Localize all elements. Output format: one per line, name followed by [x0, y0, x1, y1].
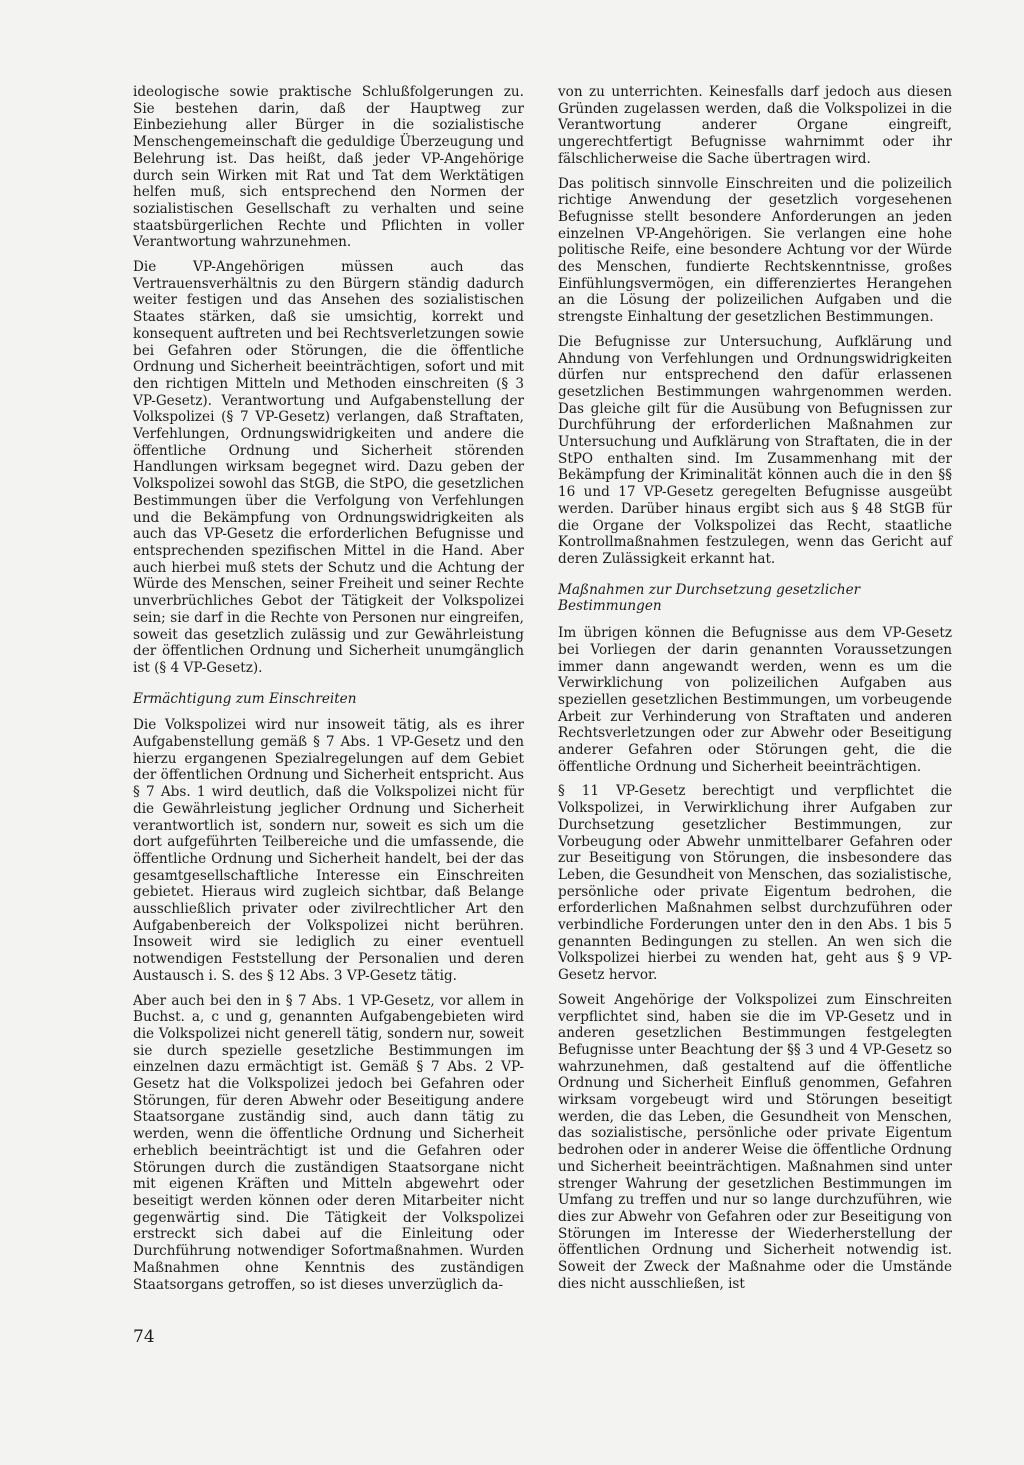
page-number: 74	[133, 1327, 155, 1347]
paragraph: Die Volkspolizei wird nur insoweit tätig, als es ihrer Aufgabenstellung gemäß § 7 Abs. 1 VP-Gesetz und den hierzu ergangenen Spezialregelungen auf dem Gebiet der öffentlichen Ordnung und Sicherheit entspricht. Aus § 7 Abs. 1 wird deutlich, daß die Volkspolizei nicht für die Gewährleistung jeglicher Ordnung und Sicherheit verantwortlich ist, sondern nur, soweit es sich um die dort aufgeführten Teilbereiche und die umfassende, die öffentliche Ordnung und Sicherheit handelt, bei der das gesamtgesellschaftliche Interesse ein Einschreiten gebietet. Hieraus wird zugleich sichtbar, daß Belange ausschließlich privater oder zivilrechtlicher Art den Aufgabenbereich der Volkspolizei nicht berühren. Insoweit wird sie lediglich zu einer eventuell notwendigen Feststellung der Personalien und deren Austausch i. S. des § 12 Abs. 3 VP-Gesetz tätig.	[133, 717, 524, 984]
paragraph: § 11 VP-Gesetz berechtigt und verpflichtet die Volkspolizei, in Verwirklichung ihrer Aufgaben zur Durchsetzung gesetzlicher Bestimmungen, zur Vorbeugung oder Abwehr unmittelbarer Gefahren oder zur Beseitigung von Störungen, die insbesondere das Leben, die Gesundheit von Menschen, das sozialistische, persönliche oder private Eigentum bedrohen, die erforderlichen Maßnahmen selbst durchzuführen oder verbindliche Forderungen unter den in den Abs. 1 bis 5 genannten Bedingungen zu stellen. An wen sich die Volkspolizei hierbei zu wenden hat, geht aus § 9 VP-Gesetz hervor.	[558, 783, 952, 984]
section-heading: Maßnahmen zur Durchsetzung gesetzlicher Bestimmungen	[558, 581, 861, 615]
section-heading: Ermächtigung zum Einschreiten	[133, 690, 357, 707]
right-column	[558, 84, 952, 1301]
paragraph: Die Befugnisse zur Untersuchung, Aufklärung und Ahndung von Verfehlungen und Ordnungswidrigkeiten dürfen nur entsprechend den dafür erlassenen gesetzlichen Bestimmungen wahrgenommen werden. Das gleiche gilt für die Ausübung von Befugnissen zur Durchführung der erforderlichen Maßnahmen zur Untersuchung und Aufklärung von Straftaten, die in der StPO enthalten sind. Im Zusammenhang mit der Bekämpfung der Kriminalität können auch die in den §§ 16 und 17 VP-Gesetz geregelten Befugnisse ausgeübt werden. Darüber hinaus ergibt sich aus § 48 StGB für die Organe der Volkspolizei das Recht, staatliche Kontrollmaßnahmen festzulegen, wenn das Gericht auf deren Zulässigkeit erkannt hat.	[558, 333, 952, 567]
paragraph: von zu unterrichten. Keinesfalls darf jedoch aus diesen Gründen zugelassen werden, daß die Volkspolizei in die Verantwortung anderer Organe eingreift, ungerechtfertigt Befugnisse wahrnimmt oder ihr fälschlicherweise die Sache übertragen wird.	[558, 84, 952, 167]
paragraph: Aber auch bei den in § 7 Abs. 1 VP-Gesetz, vor allem in Buchst. a, c und g, genannten Aufgabengebieten wird die Volkspolizei nicht generell tätig, sondern nur, soweit sie durch spezielle gesetzliche Bestimmungen im einzelnen dazu ermächtigt ist. Gemäß § 7 Abs. 2 VP-Gesetz hat die Volkspolizei jedoch bei Gefahren oder Störungen, für deren Abwehr oder Beseitigung andere Staatsorgane zuständig sind, auch dann tätig zu werden, wenn die öffentliche Ordnung und Sicherheit erheblich beeinträchtigt ist und die Gefahren oder Störungen durch die zuständigen Staatsorgane nicht mit eigenen Kräften und Mitteln abgewehrt oder beseitigt werden können oder deren Mitarbeiter nicht gegenwärtig sind. Die Tätigkeit der Volkspolizei erstreckt sich dabei auf die Einleitung oder Durchführung notwendiger Sofortmaßnahmen. Wurden Maßnahmen ohne Kenntnis des zuständigen Staatsorgans getroffen, so ist dieses unverzüglich da-	[133, 992, 524, 1293]
paragraph: ideologische sowie praktische Schlußfolgerungen zu. Sie bestehen darin, daß der Hauptweg zur Einbeziehung aller Bürger in die sozialistische Menschengemeinschaft die geduldige Überzeugung und Belehrung ist. Das heißt, daß jeder VP-Angehörige durch sein Wirken mit Rat und Tat dem Werktätigen helfen muß, sich entsprechend den Normen der sozialistischen Gesellschaft zu verhalten und seine staatsbürgerlichen Rechte und Pflichten in voller Verantwortung wahrzunehmen.	[133, 84, 524, 251]
paragraph: Die VP-Angehörigen müssen auch das Vertrauensverhältnis zu den Bürgern ständig dadurch weiter festigen und das Ansehen des sozialistischen Staates stärken, daß sie umsichtig, korrekt und konsequent auftreten und bei Rechtsverletzungen sowie bei Gefahren oder Störungen, die die öffentliche Ordnung und Sicherheit beeinträchtigen, sofort und mit den richtigen Mitteln und Methoden einschreiten (§ 3 VP-Gesetz). Verantwortung und Aufgabenstellung der Volkspolizei (§ 7 VP-Gesetz) verlangen, daß Straftaten, Verfehlungen, Ordnungswidrigkeiten und andere die öffentliche Ordnung und Sicherheit störenden Handlungen wirksam begegnet wird. Dazu geben der Volkspolizei sowohl das StGB, die StPO, die gesetzlichen Bestimmungen über die Verfolgung von Verfehlungen und die Bekämpfung von Ordnungswidrigkeiten als auch das VP-Gesetz die erforderlichen Befugnisse und entsprechenden spezifischen Mittel in die Hand. Aber auch hierbei muß stets der Schutz und die Achtung der Würde des Menschen, seiner Freiheit und seiner Rechte unverbrüchliches Gebot der Tätigkeit der Volkspolizei sein; sie darf in die Rechte von Personen nur eingreifen, soweit das gesetzlich zulässig und zur Gewährleistung der öffentlichen Ordnung und Sicherheit unumgänglich ist (§ 4 VP-Gesetz).	[133, 259, 524, 676]
paragraph: Das politisch sinnvolle Einschreiten und die polizeilich richtige Anwendung der gesetzlich vorgesehenen Befugnisse stellt besondere Anforderungen an jeden einzelnen VP-Angehörigen. Sie verlangen eine hohe politische Reife, eine besondere Achtung vor der Würde des Menschen, fundierte Rechtskenntnisse, großes Einfühlungsvermögen, ein differenziertes Herangehen an die Lösung der polizeilichen Aufgaben und die strengste Einhaltung der gesetzlichen Bestimmungen.	[558, 175, 952, 326]
paragraph: Soweit Angehörige der Volkspolizei zum Einschreiten verpflichtet sind, haben sie die im VP-Gesetz und in anderen gesetzlichen Bestimmungen festgelegten Befugnisse unter Beachtung der §§ 3 und 4 VP-Gesetz so wahrzunehmen, daß gestaltend auf die öffentliche Ordnung und Sicherheit Einfluß genommen, Gefahren wirksam vorgebeugt wird und Störungen beseitigt werden, die das Leben, die Gesundheit von Menschen, das sozialistische, persönliche oder private Eigentum bedrohen oder in anderer Weise die öffentliche Ordnung und Sicherheit beeinträchtigen. Maßnahmen sind unter strenger Wahrung der gesetzlichen Bestimmungen im Umfang zu treffen und nur so lange durchzuführen, wie dies zur Abwehr von Gefahren oder zur Beseitigung von Störungen im Interesse der Wiederherstellung der öffentlichen Ordnung und Sicherheit notwendig ist. Soweit der Zweck der Maßnahme oder die Umstände dies nicht ausschließen, ist	[558, 991, 952, 1292]
left-column	[133, 84, 524, 1301]
paragraph: Im übrigen können die Befugnisse aus dem VP-Gesetz bei Vorliegen der darin genannten Voraussetzungen immer dann angewandt werden, wenn es um die Verwirklichung von polizeilichen Aufgaben aus speziellen gesetzlichen Bestimmungen, um vorbeugende Arbeit zur Verhinderung von Straftaten und anderen Rechtsverletzungen oder zur Abwehr oder Beseitigung anderer Gefahren oder Störungen geht, die die öffentliche Ordnung und Sicherheit beeinträchtigen.	[558, 625, 952, 775]
